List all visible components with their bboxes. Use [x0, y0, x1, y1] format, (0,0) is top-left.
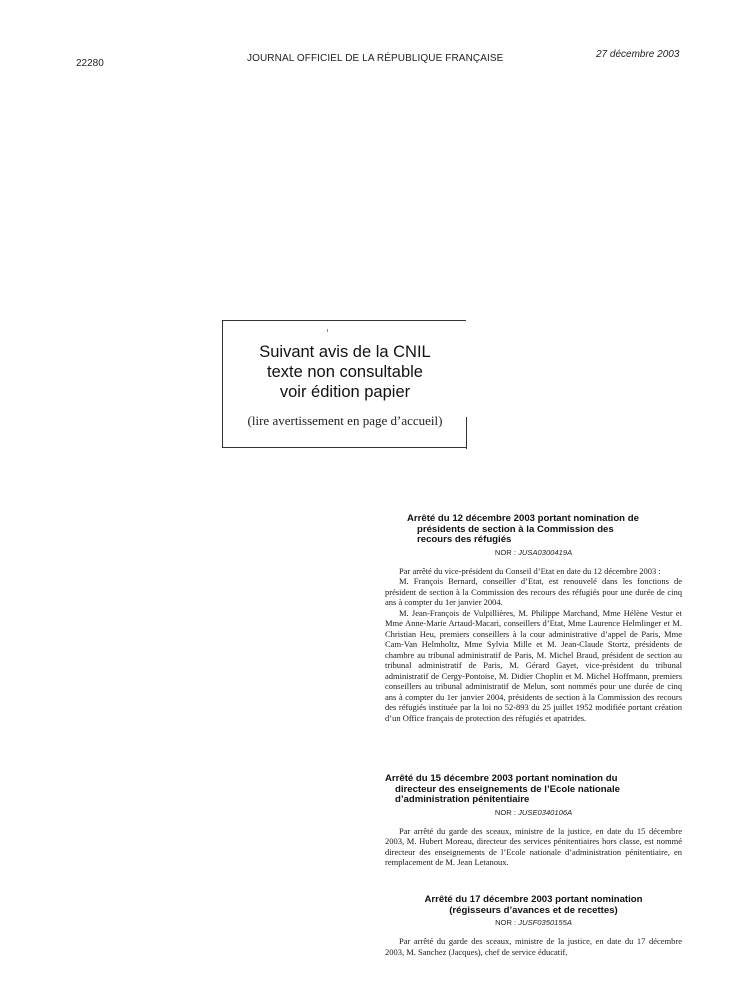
cnil-notice-line-2: texte non consultable — [267, 363, 423, 381]
decree-title-line: d’administration pénitentiaire — [395, 794, 530, 805]
decree-paragraph: Par arrêté du garde des sceaux, ministre de la justice, en date du 15 décembre 2003, M. Hubert Moreau, directeur des services pénitentiaires hors classe, est nommé directeur des enseignements de l’Ecole nationale d’administration pénitentiaire, en remplacement de M. Jean Letanoux. — [385, 825, 682, 867]
nor-label: NOR : — [494, 807, 516, 817]
decree-title-line: Arrêté du 15 décembre 2003 portant nomination du — [385, 773, 618, 784]
journal-title: JOURNAL OFFICIEL DE LA RÉPUBLIQUE FRANÇAISE — [247, 53, 504, 64]
cnil-notice-note: (lire avertissement en page d’accueil) — [247, 413, 443, 428]
decree-body — [385, 936, 682, 957]
decree-title-line: (régisseurs d’avances et de recettes) — [449, 904, 618, 916]
decree-title — [385, 774, 682, 806]
cnil-notice-box — [222, 320, 466, 448]
decree-1 — [385, 514, 682, 723]
decree-title — [385, 514, 682, 546]
decree-title — [385, 895, 682, 916]
cnil-notice-line-3: voir édition papier — [279, 383, 411, 401]
decree-2 — [385, 774, 682, 868]
decree-body — [385, 826, 682, 868]
decree-paragraph: M. François Bernard, conseiller d’Etat, est renouvelé dans les fonctions de président de section à la Commission des recours des réfugiés pour une durée de cinq ans à compter du 1er janvier 2004. — [385, 576, 682, 607]
publication-date: 27 décembre 2003 — [596, 49, 680, 60]
decree-body — [385, 566, 682, 724]
decree-title-line: Arrêté du 17 décembre 2003 portant nomination — [424, 894, 643, 905]
page-number: 22280 — [76, 58, 104, 69]
nor-label: NOR : — [494, 547, 516, 557]
nor-reference — [385, 918, 682, 927]
decree-paragraph: Par arrêté du garde des sceaux, ministre de la justice, en date du 17 décembre 2003, M. Sanchez (Jacques), chef de service éducatif, — [385, 936, 682, 957]
decree-3 — [385, 895, 682, 957]
decree-title-line: Arrêté du 12 décembre 2003 portant nomination de — [407, 513, 639, 524]
decree-title-line: directeur des enseignements de l’Ecole nationale — [395, 783, 620, 795]
decree-title-line: présidents de section à la Commission des — [417, 523, 614, 535]
nor-label: NOR : — [495, 918, 517, 927]
nor-reference — [385, 548, 682, 557]
decree-title-line: recours des réfugiés — [417, 534, 512, 545]
nor-code: JUSA0300419A — [518, 547, 573, 557]
decree-paragraph: M. Jean-François de Vulpillières, M. Philippe Marchand, Mme Hélène Vestur et Mme Anne-Marie Artaud-Macari, conseillers d’Etat, Mme Laurence Helmlinger et M. Christian Heu, premiers conseillers à la cour administrative d’appel de Paris, Mme Cam-Van Helmholtz, Mme Sylvia Mille et M. Jean-Claude Stortz, présidents de chambre au tribunal administratif de Paris, M. Michel Braud, président de section au tribunal administratif de Paris, M. Gérard Gayet, vice-président du tribunal administratif de Cergy-Pontoise, M. Didier Choplin et M. Michel Hoffmann, premiers conseillers au tribunal administratif de Melun, sont nommés pour une durée de cinq ans à compter du 1er janvier 2004, présidents de section à la Commission des recours des réfugiés instituée par la loi no 52-893 du 25 juillet 1952 modifiée portant création d’un Office français de protection des réfugiés et apatrides. — [385, 607, 682, 723]
decree-paragraph: Par arrêté du vice-président du Conseil d’Etat en date du 12 décembre 2003 : — [399, 565, 661, 576]
nor-reference — [385, 808, 682, 817]
box-mark — [327, 329, 328, 332]
nor-code: JUSF0350155A — [518, 918, 572, 927]
nor-code: JUSE0340106A — [518, 807, 573, 817]
cnil-notice-line-1: Suivant avis de la CNIL — [259, 343, 431, 361]
